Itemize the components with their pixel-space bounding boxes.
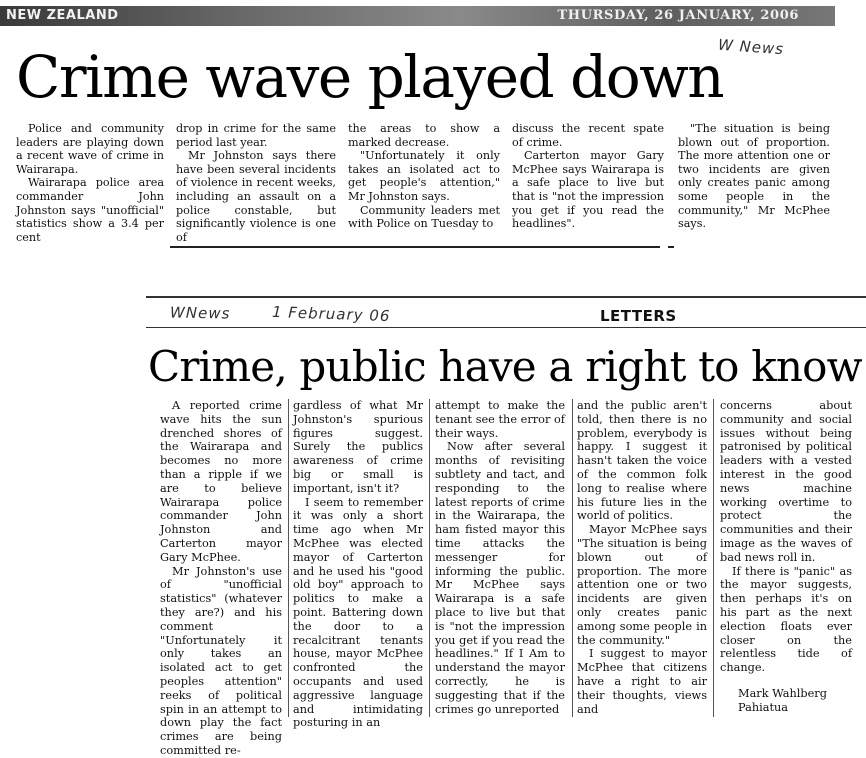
- letter-column-5: [720, 399, 852, 715]
- letter-column-3: [435, 399, 565, 716]
- signature-place: Pahiatua: [738, 700, 789, 714]
- section-label: LETTERS: [600, 307, 677, 325]
- article-column-2: [176, 122, 336, 244]
- paragraph: I seem to remember it was only a short time ago when Mr McPhee was elected mayor of Carterton and he used his "good old boy" approach to politics to make a point. Battering down the door to a recalcitrant tenants house, mayor McPhee confronted the occupants and used aggressive language and intimidating posturing in an: [293, 495, 423, 730]
- section-bottom-rule: [146, 327, 866, 328]
- paragraph: Mr Johnston says there have been several incidents of violence in recent weeks, including an assault on a police constable, but significantly violence is one of: [176, 149, 336, 244]
- paragraph: discuss the recent spate of crime.: [512, 122, 664, 149]
- signature-name: Mark Wahlberg: [738, 686, 827, 700]
- article-column-5: [678, 122, 830, 231]
- paragraph: Wairarapa police area commander John Johnston says "unofficial" statistics show a 3.4 per cent: [16, 176, 164, 244]
- letters-clipping: [140, 296, 866, 757]
- handwritten-source: WNews: [169, 303, 231, 323]
- handwritten-note: W News: [717, 35, 785, 59]
- paragraph: A reported crime wave hits the sun drenched shores of the Wairarapa and becomes no more than a ripple if we are to believe Wairarapa police commander John Johnston and Carterton mayor Gary McPhee.: [160, 399, 282, 564]
- article-column-4: [512, 122, 664, 231]
- paragraph: drop in crime for the same period last year.: [176, 122, 336, 149]
- paragraph: Mayor McPhee says "The situation is being blown out of proportion. The more attention one or two incidents are given only creates panic among some people in the community.": [577, 523, 707, 647]
- column-divider: [713, 399, 714, 717]
- paragraph: Mr Johnston's use of "unofficial statistics" (whatever they are?) and his comment "Unfortunately it only takes an isolated act to get peoples attention" reeks of political spin in an attempt to down play the fact crimes are being committed re-: [160, 564, 282, 757]
- column-end-rule: [170, 246, 660, 248]
- letter-column-1: [160, 399, 282, 758]
- letter-headline: Crime, public have a right to know: [148, 342, 862, 391]
- paragraph: Now after several months of revisiting subtlety and tact, and responding to the latest reports of crime in the Wairarapa, the ham fisted mayor this time attacks the messenger for informing the public. Mr McPhee says Wairarapa is a safe place to live but that is "not the impression you get if you read the headlines." If I Am to understand the mayor correctly, he is suggesting that if the crimes go unreported: [435, 440, 565, 716]
- paragraph: gardless of what Mr Johnston's spurious figures suggest. Surely the publics awareness of crime big or small is important, isn't it?: [293, 399, 423, 495]
- paragraph: "The situation is being blown out of proportion. The more attention one or two incidents are given only creates panic among some people in the community," Mr McPhee says.: [678, 122, 830, 231]
- letter-column-4: [577, 399, 707, 716]
- handwritten-date: 1 February 06: [271, 302, 391, 326]
- paragraph: Carterton mayor Gary McPhee says Wairarapa is a safe place to live but that is "not the impression you get if you read the headlines".: [512, 149, 664, 231]
- column-divider: [572, 399, 573, 717]
- article-body: [0, 122, 866, 257]
- paragraph: I suggest to mayor McPhee that citizens have a right to air their thoughts, views and: [577, 647, 707, 716]
- paragraph: attempt to make the tenant see the error of their ways.: [435, 399, 565, 440]
- paragraph: Police and community leaders are playing down a recent wave of crime in Wairarapa.: [16, 122, 164, 176]
- paragraph: Community leaders met with Police on Tuesday to: [348, 203, 500, 231]
- paragraph: and the public aren't told, then there is no problem, everybody is happy. I suggest it hasn't taken the voice of the common folk long to realise where his future lies in the world of politics.: [577, 399, 707, 523]
- paragraph: If there is "panic" as the mayor suggests, then perhaps it's on his part as the next election floats ever closer on the relentless tide of change.: [720, 564, 852, 675]
- column-divider: [429, 399, 430, 717]
- column-divider: [288, 399, 289, 717]
- article-headline: Crime wave played down: [16, 43, 724, 111]
- article-column-3: [348, 122, 500, 231]
- letter-column-2: [293, 399, 423, 730]
- paragraph: the areas to show a marked decrease.: [348, 122, 500, 149]
- article-clipping-crime-wave: [0, 0, 866, 262]
- section-top-rule: [146, 296, 866, 298]
- newspaper-masthead-bar: [0, 6, 835, 26]
- paragraph: concerns about community and social issues without being patronised by political leaders with a vested interest in the good news machine working overtime to protect the communities and their image as the waves of bad news roll in.: [720, 399, 852, 564]
- paragraph: "Unfortunately it only takes an isolated act to get people's attention," Mr Johnston says.: [348, 149, 500, 203]
- article-column-1: [16, 122, 164, 244]
- masthead-date: THURSDAY, 26 JANUARY, 2006: [557, 8, 799, 23]
- column-end-rule: [668, 246, 674, 248]
- masthead-location: NEW ZEALAND: [6, 8, 119, 23]
